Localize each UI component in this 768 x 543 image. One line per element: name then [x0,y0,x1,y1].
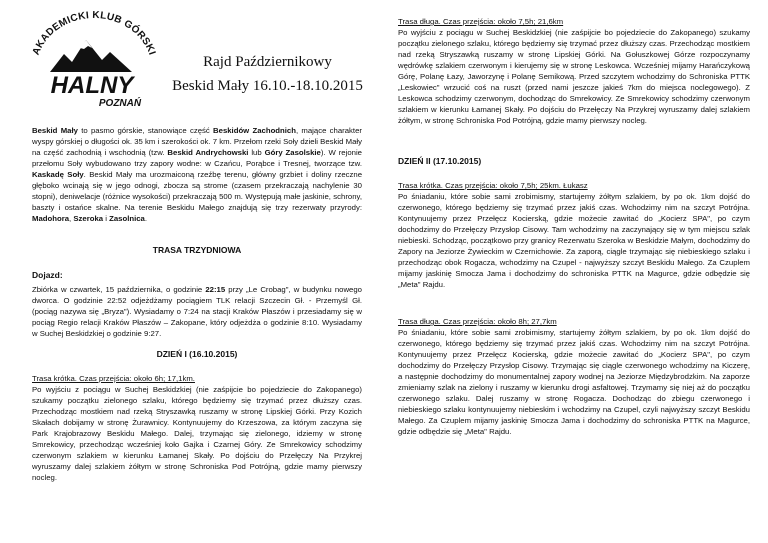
day2-long-text: Po śniadaniu, które sobie sami zrobimismy, startujemy żółtym szlakiem, by po ok. 1km dojść do czerwonego, którego będziemy się trzymać przez jakiś czas. Wchodzimy nim na szczyt Potrójna. Kontynuujemy przez Przełęcz Kocierską, gdzie możecie zawitać do „Kocierz SPA", po czym dochodzimy do Przełęczy Przysłop Cisowy. Trzymając się ciągle czerwonego wchodzimy na Kiczerę, a następnie dochodzimy do monumentalnej zapory wodnej na Jeziorze Międzybrodzkim. Na zaporze zmieniamy szlak na zielony i ruszamy w kierunku drogi asfaltowej. Trzymamy się niej aż do początku czerwonego szlaku. Dalej ruszamy w stronę Rogacza. Dochodząc do zbiegu czerwonego i niebieskiego szlaku kontynuujemy niebieskim i wchodzimy na Czupel, czyli najwyższy szczyt Beskidu Małego. Za Czuplem mijamy jaskinię Smocza Jama i dochodzimy do schroniska PTTK na Magurce, gdzie odbędzie się „Meta" Rajdu. [398,328,750,436]
intro-text: , mające charakter wyspy górskiej o długości ok. 35 km i szerokości ok. 7 km. Przełom rzeki Soły dzieli Beskid Mały na część zachodnią i wschodnią (tzw. [32,126,362,157]
svg-text:AKADEMICKI KLUB GÓRSKI [31,10,158,57]
intro-term: Zasolnica [109,214,145,223]
dojazd-text: przy „Le Crobag", w budynku nowego dworca. O godzinie 22:52 odjeżdżamy pociągiem TLK relacji Szczecin Gł. - Przemyśl Gł. (pociąg nazywa się „Bryza"). Wysiadamy o 7:24 na stacji Kraków Płaszów i przesiadamy się w pociąg Regio relacji Kraków Płaszów – Zakopane, który odjeżdża o godzinie 8:10. Wysiadamy w Suchej Beskidzkiej o godzinie 9:27. [32,285,362,338]
dojazd-paragraph [32,284,362,339]
intro-term: Beskid Andrychowski [167,148,249,157]
club-logo [28,10,158,110]
day2-heading: DZIEŃ II (17.10.2015) [398,156,482,166]
logo-city: POZNAŃ [98,98,142,109]
club-logo-graphic [28,10,158,110]
intro-text: i [103,214,110,223]
day1-short-title: Trasa krótka. Czas przejścia: około 6h; 17,1km. [32,374,195,383]
intro-term: Beskid Mały [32,126,78,135]
trasa-heading: TRASA TRZYDNIOWA [152,245,242,255]
intro-paragraph [32,125,362,224]
day2-short-title: Trasa krótka. Czas przejścia: około 7,5h; 25km. Łukasz [398,181,588,190]
dojazd-time: 22:15 [205,285,226,294]
intro-term: Góry Zasolskie [264,148,321,157]
intro-term: Kaskadę Soły [32,170,84,179]
intro-text: , [69,214,74,223]
day1-long-title: Trasa długa. Czas przejścia: około 7,5h; 21,6km [398,17,564,26]
page-subtitle: Beskid Mały 16.10.-18.10.2015 [172,78,363,94]
day2-long-title: Trasa długa. Czas przejścia: około 8h; 27,7km [398,317,557,326]
intro-text: ). W rejonie przełomu Soły wybudowano trzy zapory wodne: w Czańcu, Porąbce i Tresnej, tworzące tzw. [32,148,362,168]
day2-short-text: Po śniadaniu, które sobie sami zrobimismy, startujemy żółtym szlakiem, by po ok. 1km dojść do czerwonego, którego będziemy się trzymać przez jakiś czas. Wchodzimy nim na szczyt Potrójna. Kontynuujemy przez Przełęcz Kocierską, gdzie możecie zawitać do „Kocierz SPA", po czym dochodzimy do Przełęczy Przysłop Cisowy. Tam wchodzimy na zaczynający się w tym miejscu szlak niebieski. Schodząc, początkowo przy granicy Rezerwatu Szeroka w Beskidzie Małym, dochodzimy do Zapory na Jeziorze Żywieckim w Czernichowie. Za zaporą, ciągle trzymając się niebieskiego szlaku i przechodząc obok Rogacza, wchodzimy na Czupel - najwyższy szczyt Beskidu Małego. Za Czuplem mijamy jaskinię Smocza Jama i dochodzimy do schroniska PTTK na Magurce, gdzie odbędzie się „Meta" Rajdu. [398,192,750,289]
intro-text: . [144,214,148,223]
intro-term: Madohora [32,214,70,223]
day1-heading: DZIEŃ I (16.10.2015) [156,349,238,359]
dojazd-label: Dojazd: [32,270,63,280]
mountain-icon [50,40,132,72]
intro-text: . Beskid Mały ma urozmaiconą rzeźbę terenu, główny grzbiet i doliny rzeczne głęboko wcinają się w jego odnogi, zbocza są strome (czasem przekraczają nachylenie 30 stopni), deniwelacje (różnice wysokości) przekraczają 500 m. Występują małe jaskinie, schrony, baszty i ostańce skalne. Na terenie Beskidu Małego znajdują się trzy rezerwaty przyrody: [32,170,363,212]
intro-term: Beskidów Zachodnich [213,126,296,135]
day1-long-text: Po wyjściu z pociągu w Suchej Beskidzkiej (nie zaśpijcie bo pojedziecie do Zakopanego) szukamy początku zielonego szlaku, którego będziemy się trzymać przez dłuższy czas. Przechodząc mostkiem nad rzeką Stryszawką ruszamy w stronę Lipskiej Górki. Na Gołuszkowej Górze rozpoczynamy wędrówkę szlakiem czerwonym i kierujemy się w stronę Leskowca. Wcześniej mijamy Harańczykową Górę, Polanę Łazy, Jaworzynę i Polanę Semikową. Przed szczytem wchodzimy do Schroniska PTTK „Leskowiec" wrzucić coś na ruszt (przed nami jeszcze jakieś 7km do miejsca noclegowego). Z Leskowca schodzimy czerwonym, dochodząc do Smrekowicy. Ze Smrekowicy schodzimy czerwonym szlakiem w kierunku Łamanej Skały. Po dojściu do Przełęczy Na Przykrej wyruszamy dalej szlakiem żółtym, w stronę Schroniska Pod Potrójną, gdzie mamy pierwszy nocleg. [398,28,750,125]
dojazd-text: Zbiórka w czwartek, 15 października, o godzinie [32,285,206,294]
logo-name: HALNY [50,72,134,99]
intro-text: lub [248,148,265,157]
page-title: Rajd Październikowy [203,54,332,70]
intro-term: Szeroka [73,214,104,223]
day1-short-text: Po wyjściu z pociągu w Suchej Beskidzkiej (nie zaśpijcie bo pojedziecie do Zakopanego) szukamy początku zielonego szlaku, którego będziemy się trzymać przez dłuższy czas. Przechodząc mostkiem nad rzeką Stryszawką ruszamy w stronę Lipskiej Górki. Przy Kozich Skałach dobijamy w stronę Żurawnicy. Kontynuujemy do Krzeszowa, za którym zaczyna się Park Krajobrazowy Beskidu Małego. Dalej, trzymając się zielonego, idziemy w stronę Smrekowicy, przechodząc wcześniej koło Gajka i Czarnej Góry. Ze Smrekowicy schodzimy czerwonym szlakiem w kierunku Łamanej Skały. Po dojściu do Przełęczy Na Przykrej wyruszamy dalej szlakiem żółtym w stronę Schroniska Pod Potrójną, gdzie mamy pierwszy nocleg. [32,385,362,482]
intro-text: to pasmo górskie, stanowiące część [77,126,214,135]
logo-arc-text: AKADEMICKI KLUB GÓRSKI [30,10,158,57]
